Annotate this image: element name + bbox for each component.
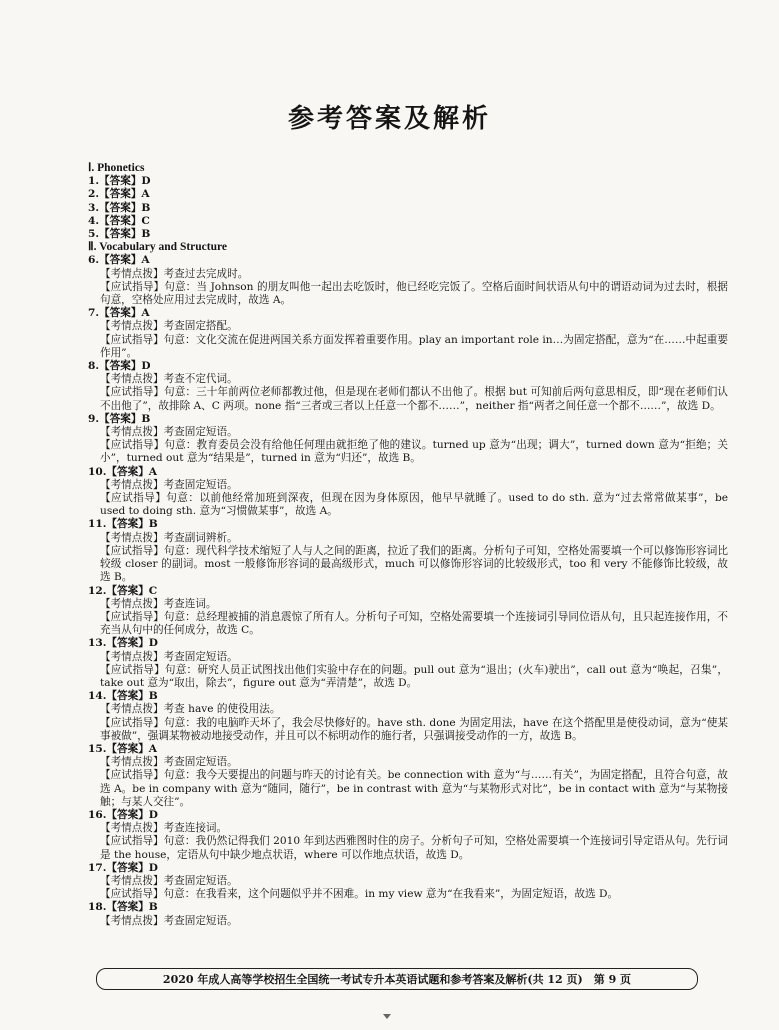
page-footer — [96, 968, 698, 990]
exam-point-line: 【考情点拨】考查连词。 — [100, 597, 217, 610]
guidance-line: 【应试指导】句意：教育委员会没有给他任何理由就拒绝了他的建议。turned up 意为“出现；调大”，turned down 意为“拒绝；关小”，turned out 意为“结果是”，turned in 意为“归还”，故选 B。 — [100, 439, 728, 465]
page-title: 参考答案及解析 — [287, 104, 491, 134]
phonetics-answer: 3.【答案】B — [88, 201, 151, 214]
footer-text: 2020 年成人高等学校招生全国统一考试专升本英语试题和参考答案及解析(共 12 页) 第 9 页 — [162, 973, 632, 986]
exam-point-line: 【考情点拨】考查固定短语。 — [100, 914, 238, 927]
guidance-line: 【应试指导】句意：总经理被捕的消息震惊了所有人。分析句子可知，空格处需要填一个连接词引导同位语从句，且只起连接作用，不充当从句中的任何成分，故选 C。 — [100, 610, 728, 637]
answer-line: 14.【答案】B — [88, 690, 158, 703]
exam-point-line: 【考情点拨】考查不定代词。 — [100, 373, 238, 386]
answer-line: 13.【答案】D — [88, 637, 158, 650]
exam-point-line: 【考情点拨】考查过去完成时。 — [100, 267, 249, 280]
guidance-line: 【应试指导】句意：当 Johnson 的朋友叫他一起出去吃饭时，他已经吃完饭了。空格后面时间状语从句中的谓语动词为过去时，根据句意，空格处应用过去完成时，故选 A。 — [100, 280, 728, 307]
section-phonetics-heading: Ⅰ. Phonetics — [88, 162, 145, 174]
exam-point-line: 【考情点拨】考查副词辨析。 — [100, 531, 238, 544]
section-vocab-heading: Ⅱ. Vocabulary and Structure — [88, 241, 227, 254]
phonetics-answer: 5.【答案】B — [88, 228, 151, 241]
guidance-line: 【应试指导】句意：研究人员正试图找出他们实验中存在的问题。pull out 意为“退出；(火车)驶出”，call out 意为“唤起，召集”，take out 意为“取出，除去”，figure out 意为“弄清楚”，故选 D。 — [100, 663, 728, 689]
phonetics-answer: 4.【答案】C — [88, 214, 150, 227]
guidance-line: 【应试指导】句意：现代科学技术缩短了人与人之间的距离，拉近了我们的距离。分析句子可知，空格处需要填一个可以修饰形容词比较级 closer 的副词。most 一般修饰形容词的最高级形式，much 可以修饰形容词的比较级形式，too 和 very 不能修饰比较级，故选 B。 — [100, 544, 728, 584]
answer-line: 10.【答案】A — [88, 465, 158, 478]
exam-point-line: 【考情点拨】考查固定搭配。 — [100, 320, 238, 333]
exam-point-line: 【考情点拨】考查 have 的使役用法。 — [100, 703, 281, 716]
answer-content — [88, 162, 728, 928]
exam-point-line: 【考情点拨】考查固定短语。 — [100, 874, 238, 887]
guidance-line: 【应试指导】句意：我仍然记得我们 2010 年到达西雅图时住的房子。分析句子可知，空格处需要填一个连接词引导定语从句。先行词是 the house，定语从句中缺少地点状语，where 可以作地点状语，故选 D。 — [100, 835, 728, 861]
answer-line: 18.【答案】B — [88, 901, 158, 914]
guidance-line: 【应试指导】句意：以前他经常加班到深夜，但现在因为身体原因，他早早就睡了。used to do sth. 意为“过去常常做某事”，be used to doing sth. 意为“习惯做某事”，故选 A。 — [100, 492, 728, 518]
guidance-line: 【应试指导】句意：文化交流在促进两国关系方面发挥着重要作用。play an important role in…为固定搭配，意为“在……中起重要作用”。 — [100, 333, 728, 359]
exam-point-line: 【考情点拨】考查固定短语。 — [100, 756, 238, 769]
exam-point-line: 【考情点拨】考查固定短语。 — [100, 426, 238, 439]
guidance-line: 【应试指导】句意：三十年前两位老师都教过他，但是现在老师们都认不出他了。根据 but 可知前后两句意思相反，即“现在老师们认不出他了”，故排除 A、C 两项。none 指“三者或三者以上任意一个都不……”，neither 指“两者之间任意一个都不……”，故选 D。 — [100, 386, 728, 412]
guidance-line: 【应试指导】句意：我今天要提出的问题与昨天的讨论有关。be connection with 意为“与……有关”，为固定搭配，且符合句意，故选 A。be in company with 意为“随同，随行”，be in contrast with 意为“与某物形式对比”，be in contact with 意为“与某物接触；与某人交往”。 — [100, 769, 728, 808]
answer-line: 16.【答案】D — [88, 808, 158, 821]
answer-line: 9.【答案】B — [88, 412, 151, 425]
guidance-line: 【应试指导】句意：我的电脑昨天坏了，我会尽快修好的。have sth. done 为固定用法，have 在这个搭配里是使役动词，意为“使某事被做”，强调某物被动地接受动作，并且可以不标明动作的施行者，只强调接受动作的一方，故选 B。 — [100, 716, 728, 742]
answer-line: 17.【答案】D — [88, 861, 158, 874]
guidance-line: 【应试指导】句意：在我看来，这个问题似乎并不困难。in my view 意为“在我看来”，为固定短语，故选 D。 — [100, 888, 619, 901]
exam-point-line: 【考情点拨】考查固定短语。 — [100, 650, 238, 663]
answer-line: 12.【答案】C — [88, 584, 158, 597]
exam-point-line: 【考情点拨】考查固定短语。 — [100, 478, 238, 491]
answer-line: 8.【答案】D — [88, 360, 151, 373]
answer-line: 6.【答案】A — [88, 254, 150, 267]
answer-line: 11.【答案】B — [88, 518, 158, 531]
phonetics-answers — [88, 175, 728, 241]
answer-line: 7.【答案】A — [88, 307, 150, 320]
vocab-answers — [88, 254, 728, 927]
scroll-down-icon[interactable] — [383, 1014, 391, 1019]
phonetics-answer: 2.【答案】A — [88, 188, 150, 201]
exam-point-line: 【考情点拨】考查连接词。 — [100, 822, 228, 835]
phonetics-answer: 1.【答案】D — [88, 175, 151, 188]
answer-line: 15.【答案】A — [88, 742, 158, 755]
